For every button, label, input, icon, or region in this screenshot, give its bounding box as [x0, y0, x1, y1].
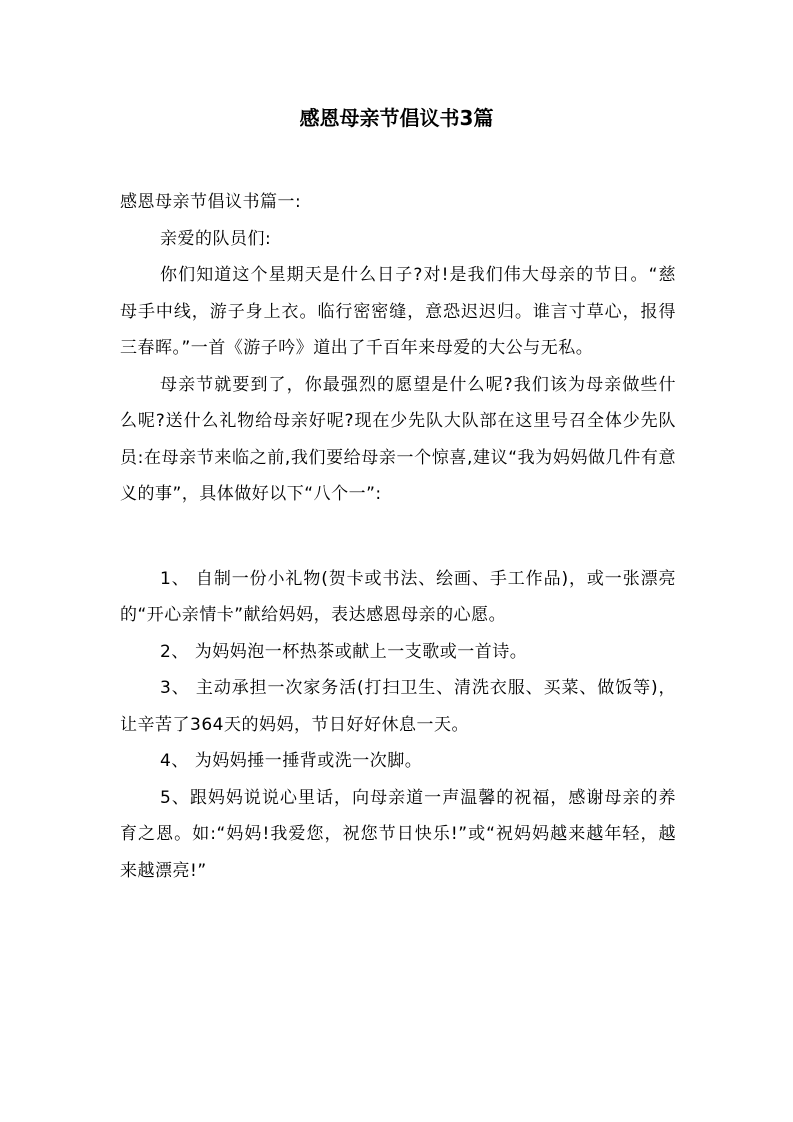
section-heading: 感恩母亲节倡议书篇一: — [120, 192, 302, 212]
list-item: 2、 为妈妈泡一杯热茶或献上一支歌或一首诗。 — [160, 641, 528, 662]
list-item: 4、 为妈妈捶一捶背或洗一次脚。 — [160, 751, 423, 771]
paragraph-intro: 你们知道这个星期天是什么日子?对!是我们伟大母亲的节日。“慈母手中线，游子身上衣。临行密密缝，意恐迟迟归。谁言寸草心，报得三春晖。”一首《游子吟》道出了千百年来母爱的大公与无私。 — [120, 265, 676, 358]
paragraph-call: 母亲节就要到了，你最强烈的愿望是什么呢?我们该为母亲做些什么呢?送什么礼物给母亲好呢?现在少先队大队部在这里号召全体少先队员:在母亲节来临之前,我们要给母亲一个惊喜,建议“我为妈妈做几件有意义的事”，具体做好以下“八个一”: — [120, 374, 676, 504]
document-body — [120, 184, 676, 889]
list-item: 1、 自制一份小礼物(贺卡或书法、绘画、手工作品)，或一张漂亮的“开心亲情卡”献给妈妈，表达感恩母亲的心愿。 — [120, 568, 676, 625]
list-item: 5、跟妈妈说说心里话，向母亲道一声温馨的祝福，感谢母亲的养育之恩。如:“妈妈!我爱您，祝您节日快乐!”或“祝妈妈越来越年轻，越来越漂亮!” — [120, 787, 676, 881]
salutation: 亲爱的队员们: — [160, 228, 272, 249]
document-title: 感恩母亲节倡议书3篇 — [299, 106, 494, 130]
list-item: 3、 主动承担一次家务活(打扫卫生、清洗衣服、买菜、做饭等)，让辛苦了364天的妈妈，节日好好休息一天。 — [120, 678, 676, 735]
blank-line — [120, 513, 676, 561]
